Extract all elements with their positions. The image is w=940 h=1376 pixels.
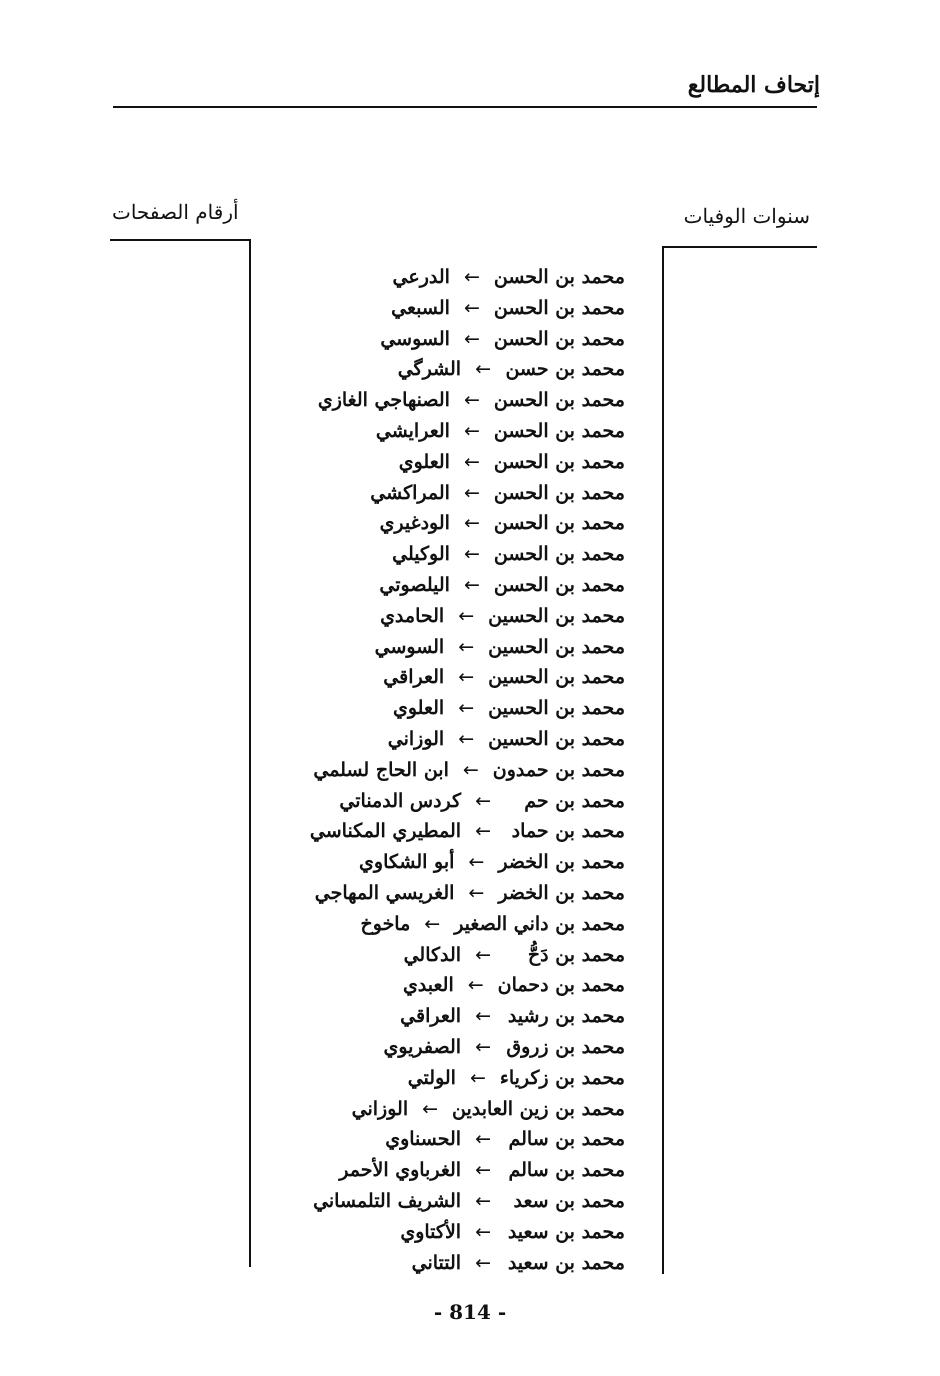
index-entry	[280, 354, 625, 385]
entry-name: محمد بن الحسن	[493, 481, 625, 504]
arrow-left-icon: ←	[463, 296, 480, 319]
arrow-left-icon: ←	[458, 697, 475, 720]
arrow-left-icon: ←	[475, 1220, 491, 1243]
arrow-left-icon: ←	[463, 389, 480, 412]
entry-name: محمد بن زروق	[506, 1035, 625, 1058]
index-entry	[280, 416, 625, 447]
entry-name: محمد بن سالم	[508, 1159, 625, 1182]
entry-name: محمد بن الحسين	[488, 635, 625, 658]
index-entry	[280, 1032, 625, 1063]
entry-name: محمد بن الحسين	[488, 666, 625, 689]
entry-nisba: الودغيري	[379, 512, 450, 535]
entry-nisba: الصنهاجي الغازي	[317, 389, 450, 412]
death-years-column-rule	[662, 246, 817, 248]
index-entry	[280, 970, 625, 1001]
entry-nisba: المطيري المكناسي	[309, 820, 462, 843]
page-numbers-column-rule	[110, 239, 251, 241]
arrow-left-icon: ←	[475, 1128, 491, 1151]
entry-nisba: الغرباوي الأحمر	[339, 1159, 462, 1182]
entry-name: محمد بن سالم	[508, 1128, 625, 1151]
index-entry	[280, 1248, 625, 1279]
arrow-left-icon: ←	[458, 727, 475, 750]
entry-name: محمد بن حماد	[511, 820, 625, 843]
entry-name: محمد بن الحسن	[493, 266, 625, 288]
entry-nisba: الدرعي	[392, 266, 450, 288]
index-entry	[280, 1217, 625, 1248]
page-numbers-column-border	[249, 239, 251, 1267]
entry-name: محمد بن دَحُّ	[527, 943, 625, 966]
arrow-left-icon: ←	[475, 358, 491, 381]
entry-name: محمد بن الحسن	[493, 573, 625, 596]
entry-name: محمد بن الخضر	[498, 881, 625, 904]
arrow-left-icon: ←	[463, 450, 480, 473]
entry-name: محمد بن الحسين	[488, 697, 625, 720]
index-entry	[280, 1001, 625, 1032]
entry-name: محمد بن حسن	[505, 358, 625, 381]
index-entry	[280, 570, 625, 601]
entry-name: محمد بن حمدون	[492, 758, 625, 781]
entry-nisba: الغريسي المهاجي	[314, 881, 455, 904]
entry-name: محمد بن دحمان	[497, 974, 625, 997]
entry-nisba: الأكتاوي	[400, 1220, 462, 1243]
index-entry	[280, 847, 625, 878]
arrow-left-icon: ←	[463, 512, 480, 535]
arrow-left-icon: ←	[463, 543, 480, 566]
entry-name: محمد بن الحسن	[493, 419, 625, 442]
index-entry	[280, 1155, 625, 1186]
index-entry	[280, 478, 625, 509]
entry-nisba: التتاني	[411, 1251, 462, 1274]
entry-nisba: الدكالي	[403, 943, 462, 966]
page-number: - 814 -	[433, 1300, 507, 1324]
arrow-left-icon: ←	[458, 666, 475, 689]
arrow-left-icon: ←	[475, 1251, 491, 1274]
column-heading-page-numbers: أرقام الصفحات	[112, 200, 239, 224]
entry-name: محمد بن الحسن	[493, 450, 625, 473]
entry-nisba: العراقي	[400, 1005, 462, 1028]
entry-nisba: الحسناوي	[385, 1128, 462, 1151]
entry-nisba: العراقي	[383, 666, 445, 689]
entry-nisba: الولتي	[407, 1066, 456, 1089]
arrow-left-icon: ←	[468, 881, 485, 904]
arrow-left-icon: ←	[468, 851, 485, 874]
arrow-left-icon: ←	[475, 1189, 491, 1212]
index-entry	[280, 724, 625, 755]
index-entry	[280, 1094, 625, 1125]
entry-name: محمد بن سعد	[513, 1189, 625, 1212]
arrow-left-icon: ←	[424, 912, 441, 935]
arrow-left-icon: ←	[467, 974, 484, 997]
entry-nisba: ماخوخ	[360, 912, 411, 935]
arrow-left-icon: ←	[462, 758, 479, 781]
arrow-left-icon: ←	[463, 481, 480, 504]
death-years-column-border	[662, 246, 664, 1274]
entry-name: محمد بن الحسن	[493, 296, 625, 319]
entry-nisba: ابن الحاج لسلمي	[313, 758, 449, 781]
index-entry	[280, 293, 625, 324]
arrow-left-icon: ←	[469, 1066, 486, 1089]
entry-nisba: الوكيلي	[392, 543, 450, 566]
index-entry	[280, 786, 625, 817]
index-entry	[280, 940, 625, 971]
entry-nisba: المراكشي	[370, 481, 450, 504]
entry-name: محمد بن زكرياء	[499, 1066, 625, 1089]
entry-name: محمد بن زين العابدين	[452, 1097, 625, 1120]
entry-nisba: الوزاني	[387, 727, 445, 750]
entry-nisba: الصفريوي	[383, 1035, 462, 1058]
arrow-left-icon: ←	[463, 419, 480, 442]
arrow-left-icon: ←	[463, 573, 480, 596]
entry-name: محمد بن الخضر	[498, 851, 625, 874]
entry-nisba: كردس الدمناتي	[339, 789, 462, 812]
index-entry	[280, 1186, 625, 1217]
entry-nisba: السبعي	[391, 296, 450, 319]
entry-nisba: أبو الشكاوي	[359, 851, 455, 874]
index-entry	[280, 324, 625, 355]
entry-nisba: العبدي	[402, 974, 454, 997]
entry-nisba: السوسي	[380, 327, 450, 350]
arrow-left-icon: ←	[475, 1035, 491, 1058]
arrow-left-icon: ←	[458, 635, 475, 658]
entry-nisba: العلوي	[393, 697, 445, 720]
index-entry	[280, 755, 625, 786]
entry-name: محمد بن الحسن	[493, 512, 625, 535]
index-entry	[280, 878, 625, 909]
index-entry	[280, 385, 625, 416]
index-entry	[280, 508, 625, 539]
entry-name: محمد بن الحسين	[488, 727, 625, 750]
arrow-left-icon: ←	[475, 789, 491, 812]
arrow-left-icon: ←	[463, 327, 480, 350]
arrow-left-icon: ←	[475, 1005, 491, 1028]
column-heading-death-years: سنوات الوفيات	[683, 204, 810, 228]
index-entry	[280, 662, 625, 693]
arrow-left-icon: ←	[475, 820, 491, 843]
entry-name: محمد بن سعيد	[507, 1220, 625, 1243]
index-entry	[280, 693, 625, 724]
entry-name: محمد بن حم	[524, 789, 625, 812]
index-entry	[280, 909, 625, 940]
index-entry	[280, 539, 625, 570]
header-rule	[113, 106, 817, 108]
arrow-left-icon: ←	[463, 266, 480, 288]
index-entry	[280, 632, 625, 663]
index-entry	[280, 1124, 625, 1155]
entry-nisba: العرايشي	[375, 419, 450, 442]
entry-name: محمد بن الحسن	[493, 327, 625, 350]
arrow-left-icon: ←	[475, 943, 491, 966]
entry-name: محمد بن الحسين	[488, 604, 625, 627]
entry-nisba: الشرگي	[397, 358, 462, 381]
entry-name: محمد بن رشيد	[507, 1005, 625, 1028]
entry-name: محمد بن الحسن	[493, 543, 625, 566]
index-entry	[280, 816, 625, 847]
arrow-left-icon: ←	[458, 604, 475, 627]
entry-nisba: السوسي	[374, 635, 445, 658]
arrow-left-icon: ←	[475, 1159, 491, 1182]
index-entry	[280, 262, 625, 293]
entry-nisba: الحامدي	[380, 604, 445, 627]
index-entry	[280, 447, 625, 478]
running-header-title: إتحاف المطالع	[687, 72, 820, 98]
entry-nisba: العلوي	[398, 450, 450, 473]
entry-nisba: اليلصوتي	[379, 573, 450, 596]
arrow-left-icon: ←	[422, 1097, 439, 1120]
entry-name: محمد بن سعيد	[507, 1251, 625, 1274]
entry-nisba: الوزاني	[351, 1097, 409, 1120]
index-entry	[280, 1063, 625, 1094]
index-entry	[280, 601, 625, 632]
entry-name: محمد بن الحسن	[493, 389, 625, 412]
entry-name: محمد بن داني الصغير	[454, 912, 625, 935]
entry-nisba: الشريف التلمساني	[313, 1189, 462, 1212]
index-entry-list	[280, 262, 625, 1278]
